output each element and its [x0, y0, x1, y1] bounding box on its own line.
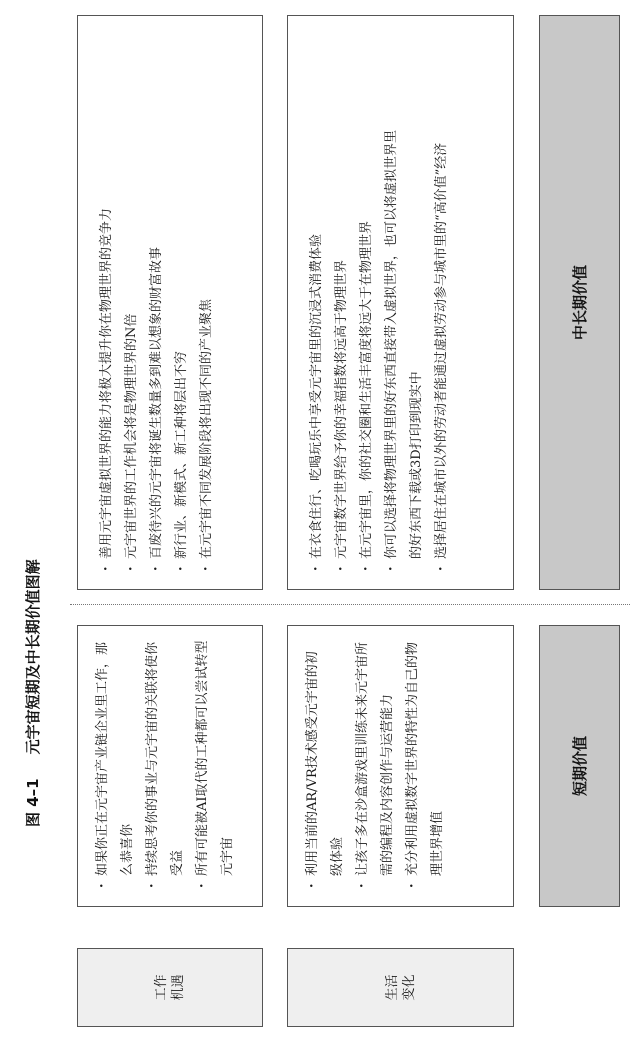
- list-item: · 持续思考你的事业与元宇宙的关联将使你受益: [140, 640, 190, 876]
- list-item: · 善用元宇宙虚拟世界的能力将极大提升你在物理世界的竞争力: [94, 30, 119, 559]
- list-item: · 元宇宙数字世界给予你的幸福指数将远高于物理世界: [329, 119, 354, 559]
- list-item: · 在元宇宙不同发展阶段将出现不同的产业聚焦: [194, 30, 219, 559]
- list-item: · 百废待兴的元宇宙将诞生数量多到难以想象的财富故事: [144, 30, 169, 559]
- row-label-work-line2: 机遇: [171, 974, 186, 1001]
- mid-long-term-work-list: [94, 30, 219, 559]
- mid-long-term-life-box: [287, 15, 514, 590]
- header-short-term: [539, 625, 620, 907]
- row-label-work: [77, 948, 263, 1027]
- short-term-work-box: [77, 625, 263, 907]
- row-label-life-line1: 生活: [384, 974, 400, 1001]
- list-item: · 元宇宙世界的工作机会将是物理世界的N倍: [119, 30, 144, 559]
- row-label-life-line2: 变化: [401, 974, 417, 1001]
- figure-caption: [18, 559, 48, 827]
- short-term-life-box: [287, 625, 514, 907]
- list-item: · 新行业、新模式、新工种将层出不穷: [169, 30, 194, 559]
- list-item: · 充分利用虚拟数字世界的特性为自己的物理世界增值: [400, 640, 450, 876]
- list-item: · 让孩子多在沙盒游戏里训练未来元宇宙所需的编程及内容创作与运营能力: [350, 640, 400, 876]
- short-term-work-list: [90, 640, 240, 876]
- mid-long-term-life-list: [304, 119, 454, 559]
- list-item: · 利用当前的AR/VR技术感受元宇宙的初级体验: [300, 640, 350, 876]
- list-item: · 选择居住在城市以外的劳动者能通过虚拟劳动参与城市里的“高价值”经济: [429, 119, 454, 559]
- header-mid-long-term: [539, 15, 620, 590]
- short-term-life-list: [300, 640, 450, 876]
- mid-long-term-work-box: [77, 15, 263, 590]
- figure-caption-title: 元宇宙短期及中长期价值图解: [24, 559, 42, 755]
- list-item: · 你可以选择将物理世界里的好东西直接带入虚拟世界，也可以将虚拟世界里的好东西下载或3D打印到现实中: [379, 119, 429, 559]
- header-mid-long-term-label: 中长期价值: [571, 265, 589, 341]
- column-divider: [70, 604, 630, 605]
- row-label-work-line1: 工作: [154, 974, 169, 1001]
- header-short-term-label: 短期价值: [571, 736, 589, 797]
- list-item: · 在衣食住行、吃喝玩乐中享受元宇宙里的沉浸式消费体验: [304, 119, 329, 559]
- list-item: · 如果你正在元宇宙产业链企业里工作，那么恭喜你: [90, 640, 140, 876]
- list-item: · 所有可能被AI取代的工种都可以尝试转型元宇宙: [190, 640, 240, 876]
- list-item: · 在元宇宙里，你的社交圈和生活丰富度将远大于在物理世界: [354, 119, 379, 559]
- figure-caption-number: 图 4–1: [24, 778, 42, 827]
- row-label-life: [287, 948, 514, 1027]
